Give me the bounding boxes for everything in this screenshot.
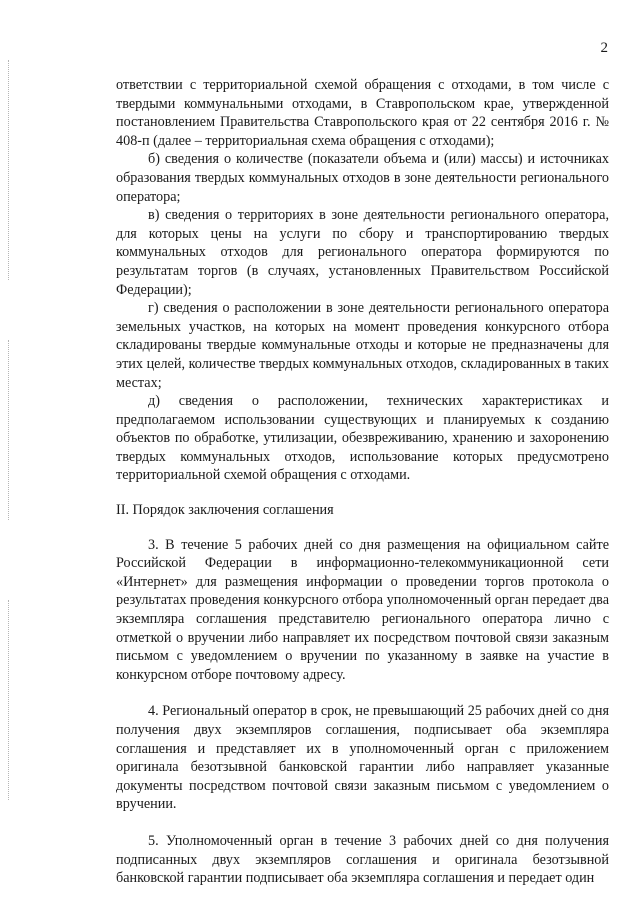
list-item-v: в) сведения о территориях в зоне деятельности регионального оператора, для которых цены на услуги по сбору и транспортированию твердых коммунальных отходов для регионального оператора формируются по результатам торгов (в случаях, установленных Правительством Российской Федерации); xyxy=(116,207,609,298)
document-body xyxy=(116,76,609,888)
scan-margin-line xyxy=(8,60,9,280)
scan-margin-line xyxy=(8,600,9,800)
section-heading: II. Порядок заключения соглашения xyxy=(116,502,334,519)
page-number: 2 xyxy=(600,40,608,56)
clause-5: 5. Уполномоченный орган в течение 3 рабочих дней со дня получения подписанных двух экземпляров соглашения и оригинала безотзывной банковской гарантии подписывает оба экземпляра соглашения и передает один xyxy=(116,832,609,887)
list-item-g: г) сведения о расположении в зоне деятельности регионального оператора земельных участков, на которых на момент проведения конкурсного отбора складированы твердые коммунальные отходы и которые не предназначены для этих целей, количестве твердых коммунальных отходов, складированных в таких местах; xyxy=(116,300,609,391)
list-item-b: б) сведения о количестве (показатели объема и (или) массы) и источниках образования твердых коммунальных отходов в зоне деятельности регионального оператора; xyxy=(116,151,609,205)
intro-paragraph: ответствии с территориальной схемой обращения с отходами, в том числе с твердыми коммунальными отходами, в Ставропольском крае, утвержденной постановлением Правительства Ставропольского края от 22 сентября 2016 г. № 408-п (далее – территориальная схема обращения с отходами); xyxy=(116,77,609,149)
list-item-d: д) сведения о расположении, технических характеристиках и предполагаемом использовании существующих и планируемых к созданию объектов по обработке, утилизации, обезвреживанию, хранению и захоронению твердых коммунальных отходов, использование которых предусмотрено территориальной схемой обращения с отходами. xyxy=(116,393,609,484)
clause-4: 4. Региональный оператор в срок, не превышающий 25 рабочих дней со дня получения двух экземпляров соглашения, подписывает оба экземпляра соглашения и представляет их в уполномоченный орган с приложением оригинала безотзывной банковской гарантии либо направляет указанные документы посредством почтовой связи заказным письмом с уведомлением о вручении. xyxy=(116,703,609,813)
scan-margin-line xyxy=(8,340,9,520)
clause-3: 3. В течение 5 рабочих дней со дня размещения на официальном сайте Российской Федерации в информационно-телекоммуникационной сети «Интернет» для размещения информации о проведении торгов протокола о результатах проведения конкурсного отбора уполномоченный орган передает два экземпляра соглашения представителю регионального оператора лично с отметкой о вручении либо направляет их посредством почтовой связи заказным письмом с уведомлением о вручении по указанному в заявке на участие в конкурсном отборе почтовому адресу. xyxy=(116,536,609,683)
